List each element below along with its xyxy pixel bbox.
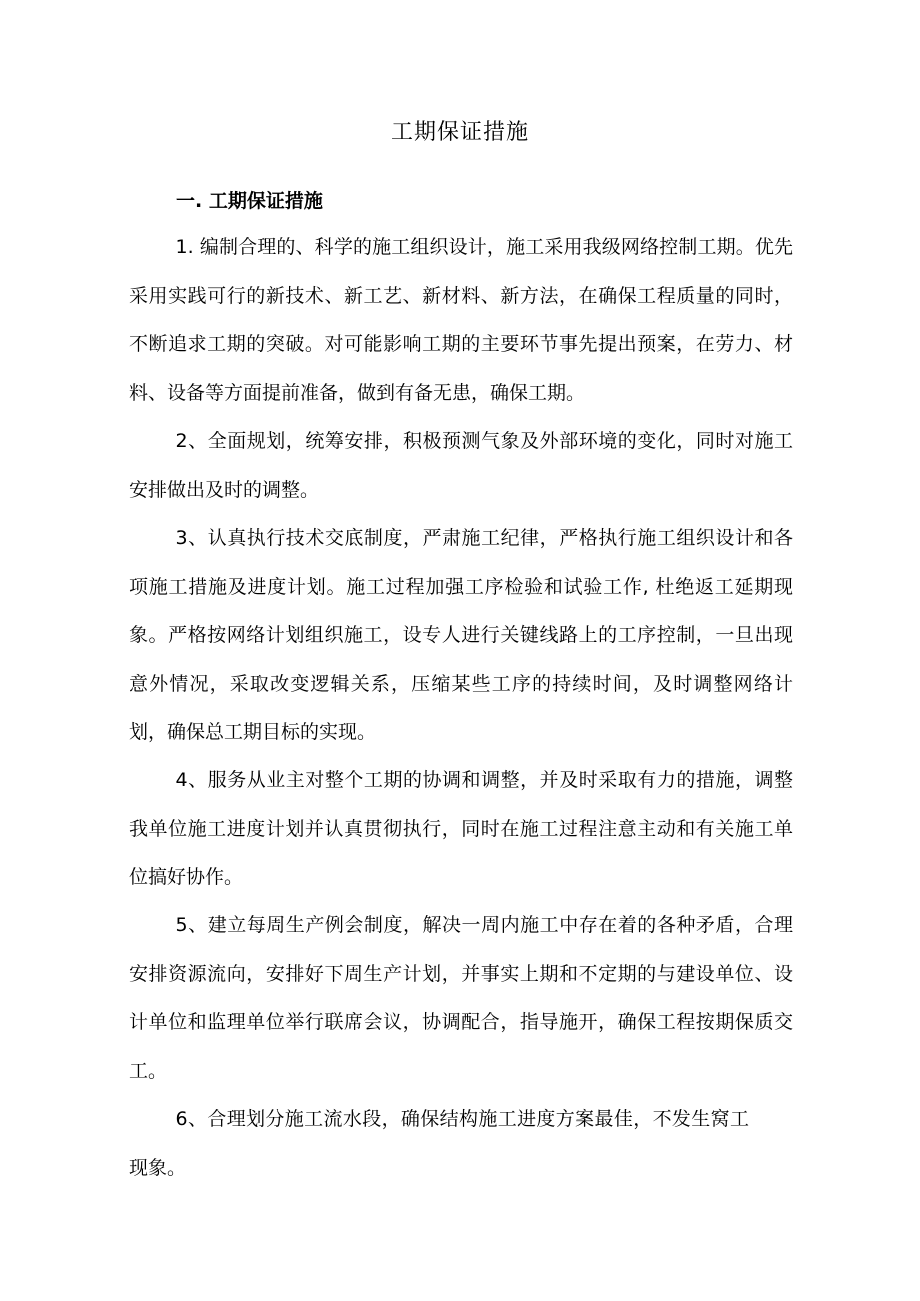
paragraph-2: 2、全面规划，统筹安排，积极预测气象及外部环境的变化，同时对施工安排做出及时的调整。 — [129, 430, 793, 501]
section-heading: 一. 工期保证措施 — [176, 190, 323, 212]
paragraph-4: 4、服务从业主对整个工期的协调和调整，并及时采取有力的措施，调整我单位施工进度计划并认真贯彻执行，同时在施工过程注意主动和有关施工单位搞好协作。 — [129, 769, 793, 888]
paragraph-6: 6、合理划分施工流水段，确保结构施工进度方案最佳，不发生窝工现象。 — [129, 1108, 749, 1179]
paragraph-1: 1. 编制合理的、科学的施工组织设计，施工采用我级网络控制工期。优先采用实践可行的新技术、新工艺、新材料、新方法，在确保工程质量的同时，不断追求工期的突破。对可能影响工期的主要环节事先提出预案，在劳力、材料、设备等方面提前准备，做到有备无患，确保工期。 — [129, 236, 793, 404]
document-title: 工期保证措施 — [390, 120, 529, 145]
paragraph-5: 5、建立每周生产例会制度，解决一周内施工中存在着的各种矛盾，合理安排资源流向，安排好下周生产计划，并事实上期和不定期的与建设单位、设计单位和监理单位举行联席会议，协调配合，指导施开，确保工程按期保质交工。 — [129, 914, 793, 1082]
paragraph-3: 3、认真执行技术交底制度，严肃施工纪律，严格执行施工组织设计和各项施工措施及进度计划。施工过程加强工序检验和试验工作, 杜绝返工延期现象。严格按网络计划组织施工，设专人进行关键线路上的工序控制，一旦出现意外情况，采取改变逻辑关系，压缩某些工序的持续时间，及时调整网络计划，确保总工期目标的实现。 — [129, 527, 793, 743]
